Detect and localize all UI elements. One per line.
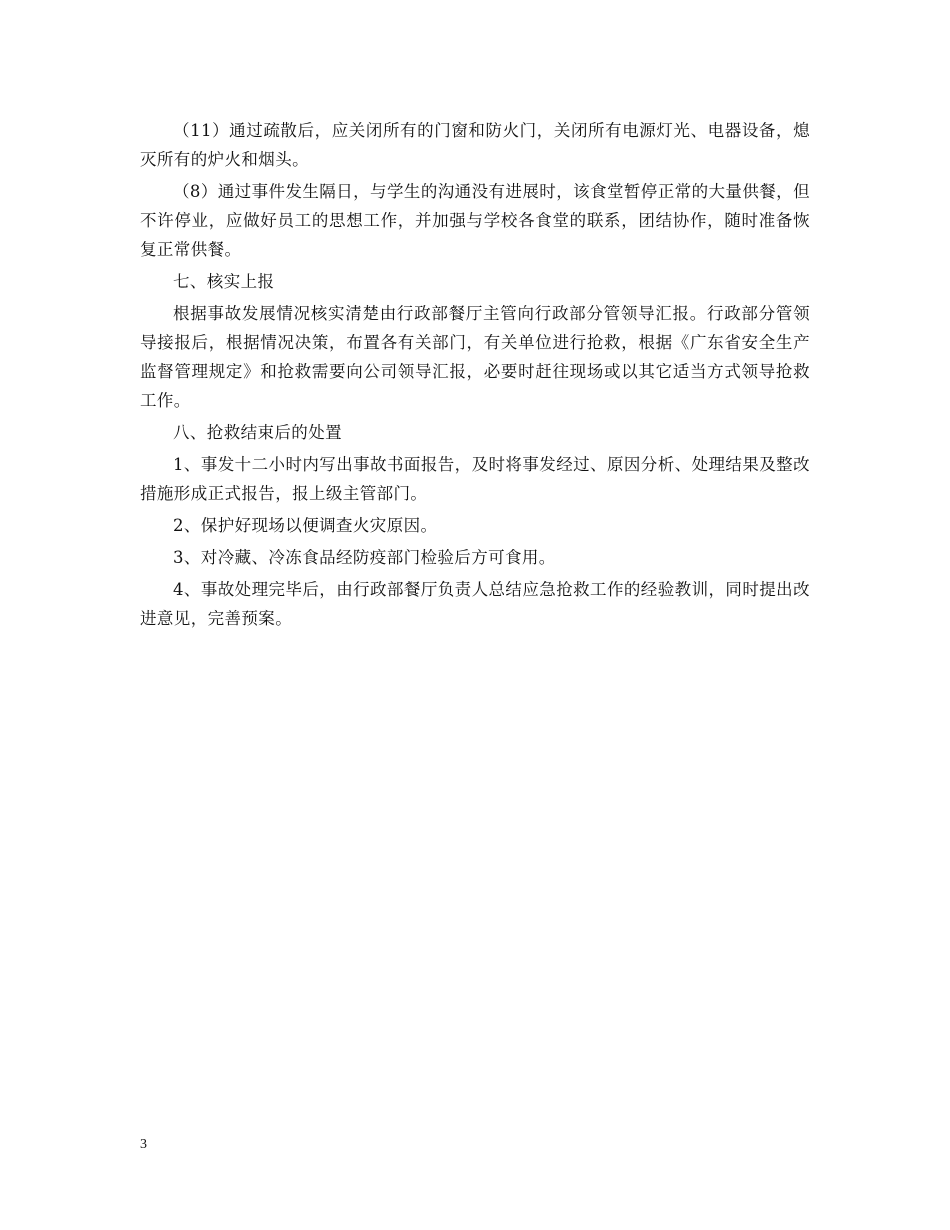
list-item-written-report: 1、事发十二小时内写出事故书面报告，及时将事发经过、原因分析、处理结果及整改措施形成正式报告，报上级主管部门。: [140, 455, 810, 503]
paragraph-evacuation-close-doors: （11）通过疏散后，应关闭所有的门窗和防火门，关闭所有电源灯光、电器设备，熄灭所有的炉火和烟头。: [140, 121, 810, 169]
paragraph-report-procedure: 根据事故发展情况核实清楚由行政部餐厅主管向行政部分管领导汇报。行政部分管领导接报后，根据情况决策，布置各有关部门，有关单位进行抢救，根据《广东省安全生产监督管理规定》和抢救需要向公司领导汇报，必要时赶往现场或以其它适当方式领导抢救工作。: [140, 304, 810, 410]
section-heading-verify-report: 七、核实上报: [173, 272, 275, 291]
list-item-lessons-learned: 4、事故处理完毕后，由行政部餐厅负责人总结应急抢救工作的经验教训，同时提出改进意见，完善预案。: [140, 580, 810, 628]
paragraph-suspend-meal-service: （8）通过事件发生隔日，与学生的沟通没有进展时，该食堂暂停正常的大量供餐，但不许停业，应做好员工的思想工作，并加强与学校各食堂的联系，团结协作，随时准备恢复正常供餐。: [140, 182, 810, 259]
section-heading-post-rescue: 八、抢救结束后的处置: [173, 423, 342, 442]
list-item-food-inspection: 3、对冷藏、冷冻食品经防疫部门检验后方可食用。: [173, 548, 556, 567]
document-body: [140, 116, 810, 636]
list-item-protect-scene: 2、保护好现场以便调查火灾原因。: [173, 516, 438, 535]
page-number: 3: [140, 1137, 147, 1152]
